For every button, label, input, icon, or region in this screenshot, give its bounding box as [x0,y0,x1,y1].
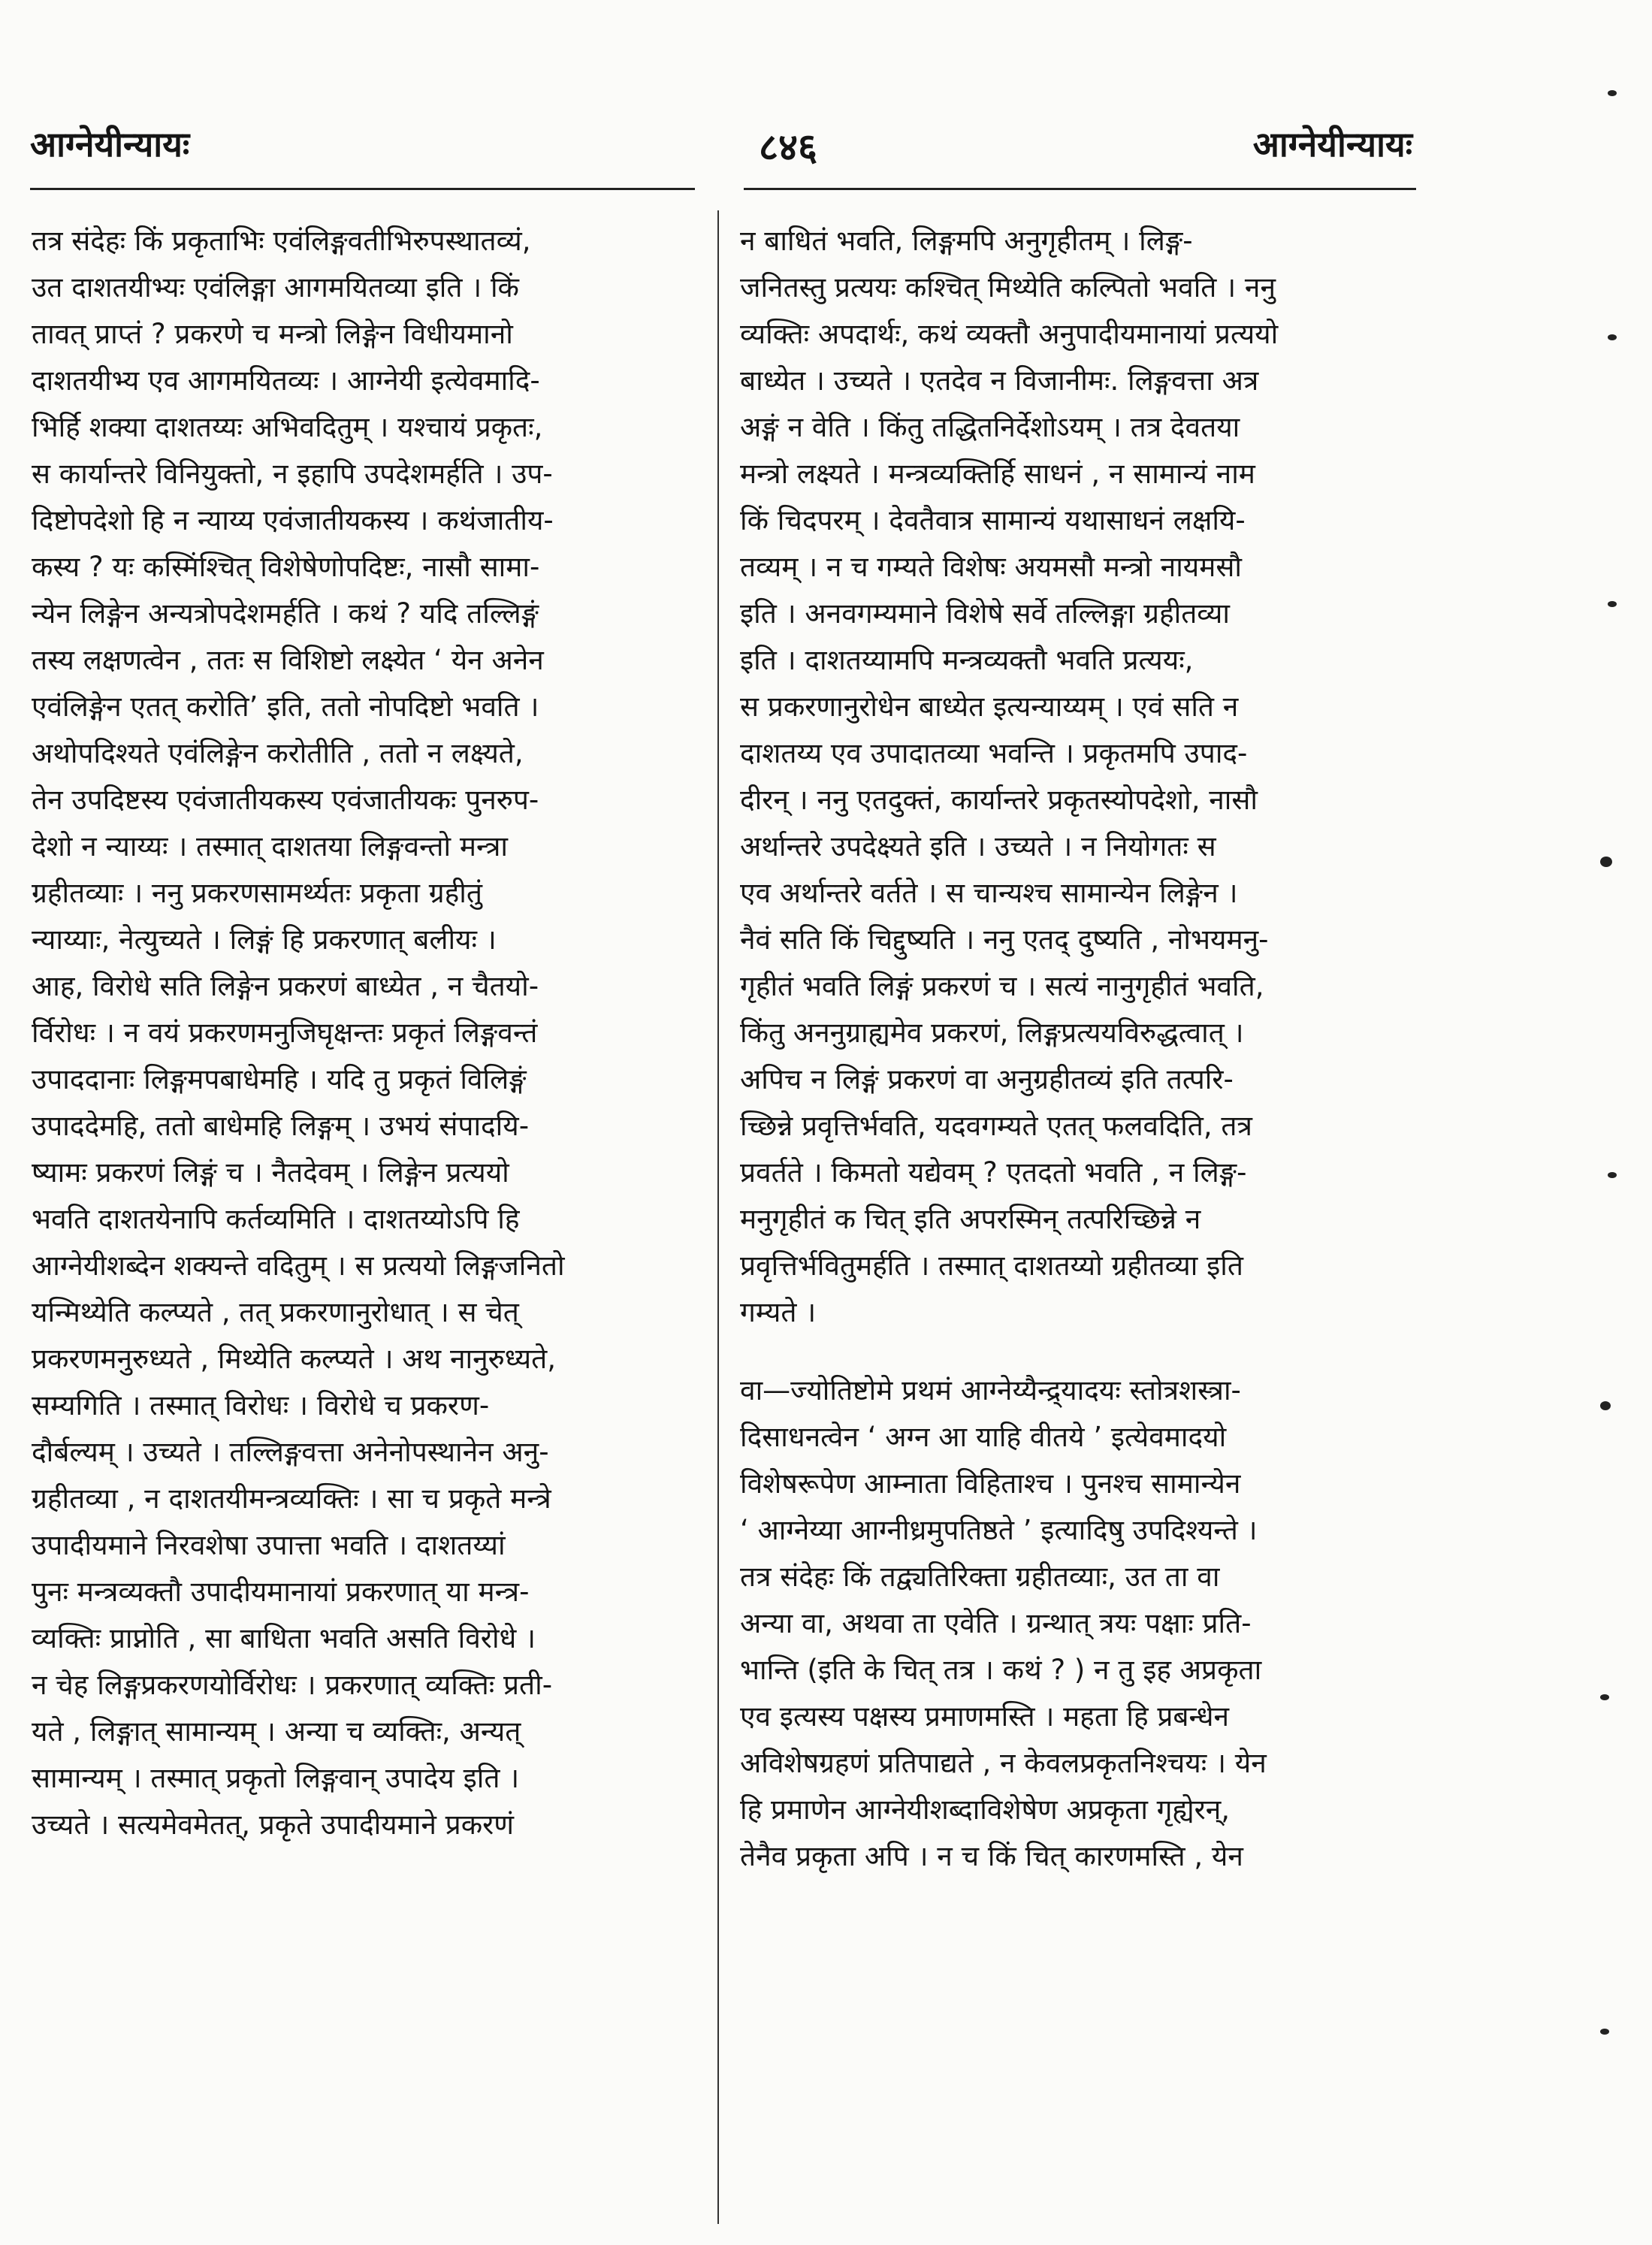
text-line: दाशतयीभ्य एव आगमयितव्यः । आग्नेयी इत्येवमादि- [32,364,540,397]
text-line: प्रकरणमनुरुध्यते , मिथ्येति कल्प्यते । अथ नानुरुध्यते, [32,1343,556,1375]
header-right-title: आग्नेयीन्यायः [1252,124,1412,165]
text-line: तव्यम् । न च गम्यते विशेषः अयमसौ मन्त्रो नायमसौ [740,551,1242,583]
text-line: भवति दाशतयेनापि कर्तव्यमिति । दाशतय्योऽपि हि [32,1203,520,1235]
left-column [32,218,693,1848]
text-line: गृहीतं भवति लिङ्गं प्रकरणं च । सत्यं नानुगृहीतं भवति, [740,970,1264,1002]
text-line: ष्यामः प्रकरणं लिङ्गं च । नैतदेवम् । लिङ्गेन प्रत्ययो [32,1156,509,1189]
text-line: सामान्यम् । तस्मात् प्रकृतो लिङ्गवान् उपादेय इति । [32,1762,520,1794]
text-line: एव इत्यस्य पक्षस्य प्रमाणमस्ति । महता हि प्रबन्धेन [740,1700,1230,1733]
margin-mark [1600,1694,1609,1700]
text-line: स कार्यान्तरे विनियुक्तो, न इहापि उपदेशमर्हति । उप- [32,458,553,490]
margin-mark [1608,1172,1617,1178]
text-line: न चेह लिङ्गप्रकरणयोर्विरोधः । प्रकरणात् व्यक्तिः प्रती- [32,1669,553,1701]
text-line: जनितस्तु प्रत्ययः कश्चित् मिथ्येति कल्पितो भवति । ननु [740,271,1276,304]
text-line: अन्या वा, अथवा ता एवेति । ग्रन्थात् त्रयः पक्षाः प्रति- [740,1607,1252,1639]
text-line: उत दाशतयीभ्यः एवंलिङ्गा आगमयितव्या इति । किं [32,271,519,304]
right-column-paragraph-2 [740,1367,1416,1880]
text-line: उपाददानाः लिङ्गमपबाधेमहि । यदि तु प्रकृतं विलिङ्गं [32,1063,527,1095]
text-line: मनुगृहीतं क चित् इति अपरस्मिन् तत्परिच्छिन्ने न [740,1203,1201,1235]
text-line: अङ्गं न वेति । किंतु तद्धितनिर्देशोऽयम् । तत्र देवतया [740,411,1240,443]
text-line: दीरन् । ननु एतदुक्तं, कार्यान्तरे प्रकृतस्योपदेशो, नासौ [740,784,1258,816]
text-line: एवंलिङ्गेन एतत् करोति’ इति, ततो नोपदिष्टो भवति । [32,690,539,723]
text-line: किं चिदपरम् । देवतैवात्र सामान्यं यथासाधनं लक्षयि- [740,504,1246,536]
text-line: भिर्हि शक्या दाशतय्यः अभिवदितुम् । यश्चायं प्रकृतः, [32,411,543,443]
text-line: किंतु अननुग्राह्यमेव प्रकरणं, लिङ्गप्रत्ययविरुद्धत्वात् । [740,1017,1244,1049]
margin-mark [1600,2029,1609,2035]
text-line: ‘ आग्नेय्या आग्नीध्रमुपतिष्ठते ’ इत्यादिषु उपदिश्यन्ते । [740,1514,1258,1546]
text-line: तत्र संदेहः किं तद्व्यतिरिक्ता ग्रहीतव्याः, उत ता वा [740,1561,1220,1593]
text-line: मन्त्रो लक्ष्यते । मन्त्रव्यक्तिर्हि साधनं , न सामान्यं नाम [740,458,1255,490]
text-line: ग्रहीतव्याः । ननु प्रकरणसामर्थ्यतः प्रकृता ग्रहीतुं [32,877,482,909]
text-line: तत्र संदेहः किं प्रकृताभिः एवंलिङ्गवतीभिरुपस्थातव्यं, [32,225,531,257]
column-divider [717,210,719,2224]
text-line: दिसाधनत्वेन ‘ अग्न आ याहि वीतये ’ इत्येवमादयो [740,1421,1227,1453]
text-line: प्रवर्तते । किमतो यद्येवम् ? एतदतो भवति , न लिङ्ग- [740,1156,1247,1189]
text-line: न्याय्याः, नेत्युच्यते । लिङ्गं हि प्रकरणात् बलीयः । [32,923,497,956]
text-line: अथोपदिश्यते एवंलिङ्गेन करोतीति , ततो न लक्ष्यते, [32,737,524,769]
text-line: गम्यते । [740,1296,817,1328]
text-line: बाध्येत । उच्यते । एतदेव न विजानीमः. लिङ्गवत्ता अत्र [740,364,1259,397]
text-line: तेन उपदिष्टस्य एवंजातीयकस्य एवंजातीयकः पुनरुप- [32,784,539,816]
text-line: तावत् प्राप्तं ? प्रकरणे च मन्त्रो लिङ्गेन विधीयमानो [32,318,513,350]
margin-mark [1600,1401,1611,1410]
text-line: पुनः मन्त्रव्यक्तौ उपादीयमानायां प्रकरणात् या मन्त्र- [32,1576,530,1608]
text-line: अपिच न लिङ्गं प्रकरणं वा अनुग्रहीतव्यं इति तत्परि- [740,1063,1234,1095]
text-line: कस्य ? यः कस्मिंश्चित् विशेषेणोपदिष्टः, नासौ सामा- [32,551,540,583]
margin-mark [1600,857,1612,867]
text-line: इति । अनवगम्यमाने विशेषे सर्वे तल्लिङ्गा ग्रहीतव्या [740,597,1230,630]
text-line: देशो न न्याय्यः । तस्मात् दाशतया लिङ्गवन्तो मन्त्रा [32,830,508,863]
header-left-title: आग्नेयीन्यायः [30,124,190,165]
text-line: सम्यगिति । तस्मात् विरोधः । विरोधे च प्रकरण- [32,1389,490,1422]
text-line: वा—ज्योतिष्टोमे प्रथमं आग्नेय्यैन्द्र्यादयः स्तोत्रशस्त्रा- [740,1374,1241,1407]
text-line: भान्ति (इति के चित् तत्र । कथं ? ) न तु इह अप्रकृता [740,1654,1262,1686]
text-line: उपादीयमाने निरवशेषा उपात्ता भवति । दाशतय्यां [32,1529,506,1561]
text-line: व्यक्तिः प्राप्नोति , सा बाधिता भवति असति विरोधे । [32,1622,536,1654]
page-number: ८४६ [759,125,817,169]
text-line: उच्यते । सत्यमेवमेतत्, प्रकृते उपादीयमाने प्रकरणं [32,1808,514,1841]
text-line: हि प्रमाणेन आग्नेयीशब्दाविशेषेण अप्रकृता गृह्येरन्, [740,1793,1231,1826]
text-line: दाशतय्य एव उपादातव्या भवन्ति । प्रकृतमपि उपाद- [740,737,1248,769]
right-column [740,218,1416,1880]
text-line: आग्नेयीशब्देन शक्यन्ते वदितुम् । स प्रत्ययो लिङ्गजनितो [32,1249,565,1282]
text-line: अविशेषग्रहणं प्रतिपाद्यते , न केवलप्रकृतनिश्चयः । येन [740,1747,1267,1779]
text-line: व्यक्तिः अपदार्थः, कथं व्यक्तौ अनुपादीयमानायां प्रत्ययो [740,318,1279,350]
header-rule-left [30,188,695,190]
text-line: विशेषरूपेण आम्नाता विहिताश्च । पुनश्च सामान्येन [740,1467,1241,1500]
text-line: दिष्टोपदेशो हि न न्याय्य एवंजातीयकस्य । कथंजातीय- [32,504,554,536]
text-line: च्छिन्ने प्रवृत्तिर्भवति, यदवगम्यते एतत् फलवदिति, तत्र [740,1110,1252,1142]
text-line: अर्थान्तरे उपदेक्ष्यते इति । उच्यते । न नियोगतः स [740,830,1216,863]
text-line: एव अर्थान्तरे वर्तते । स चान्यश्च सामान्येन लिङ्गेन । [740,877,1238,909]
text-line: र्विरोधः । न वयं प्रकरणमनुजिघृक्षन्तः प्रकृतं लिङ्गवन्तं [32,1017,538,1049]
margin-mark [1608,601,1617,607]
text-line: प्रवृत्तिर्भवितुमर्हति । तस्मात् दाशतय्यो ग्रहीतव्या इति [740,1249,1243,1282]
text-line: न बाधितं भवति, लिङ्गमपि अनुगृहीतम् । लिङ्ग- [740,225,1193,257]
header-rule-right [744,188,1416,190]
text-line: आह, विरोधे सति लिङ्गेन प्रकरणं बाध्येत , न चैतयो- [32,970,539,1002]
paragraph-gap [740,1336,1416,1367]
margin-mark [1608,334,1617,340]
page-header [30,120,1412,180]
right-column-paragraph-1 [740,218,1416,1336]
text-line: यते , लिङ्गात् सामान्यम् । अन्या च व्यक्तिः, अन्यत् [32,1715,521,1748]
text-line: ग्रहीतव्या , न दाशतयीमन्त्रव्यक्तिः । सा च प्रकृते मन्त्रे [32,1482,551,1515]
text-line: स प्रकरणानुरोधेन बाध्येत इत्यन्याय्यम् । एवं सति न [740,690,1239,723]
text-line: तेनैव प्रकृता अपि । न च किं चित् कारणमस्ति , येन [740,1840,1243,1872]
text-line: दौर्बल्यम् । उच्यते । तल्लिङ्गवत्ता अनेनोपस्थानेन अनु- [32,1436,549,1468]
text-line: न्येन लिङ्गेन अन्यत्रोपदेशमर्हति । कथं ? यदि तल्लिङ्गं [32,597,539,630]
text-line: तस्य लक्षणत्वेन , ततः स विशिष्टो लक्ष्येत ‘ येन अनेन [32,644,544,676]
text-line: उपाददेमहि, ततो बाधेमहि लिङ्गम् । उभयं संपादयि- [32,1110,530,1142]
text-line: नैवं सति किं चिद्दुष्यति । ननु एतद् दुष्यति , नोभयमनु- [740,923,1269,956]
text-line: इति । दाशतय्यामपि मन्त्रव्यक्तौ भवति प्रत्ययः, [740,644,1194,676]
margin-mark [1608,90,1617,96]
text-line: यन्मिथ्येति कल्प्यते , तत् प्रकरणानुरोधात् । स चेत् [32,1296,519,1328]
